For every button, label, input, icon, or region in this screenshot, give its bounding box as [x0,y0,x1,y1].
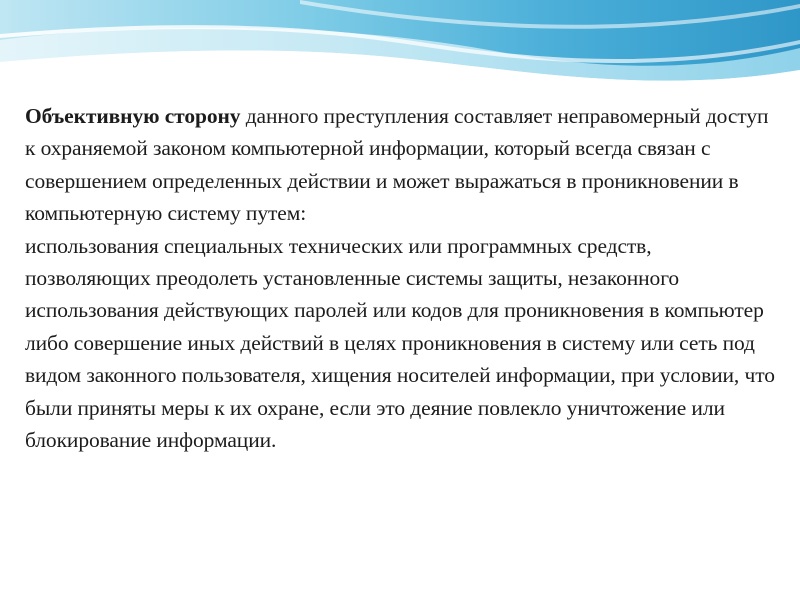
paragraph-objective-side [25,100,775,230]
paragraph-2-text: использования специальных технических или программных средств, позволяющих преодолеть установленные системы защиты, незаконного использования действующих паролей или кодов для проникновения в компьютер либо совершение иных действий в целях проникновения в систему или сеть под видом законного пользователя, хищения носителей информации, при условии, что были приняты меры к их охране, если это деяние повлекло уничтожение или блокирование информации. [25,233,775,453]
paragraph-1-text: данного преступления составляет неправомерный доступ к охраняемой законом компьютерной информации, который всегда связан с совершением определенных действии и может выражаться в проникновении в компьютерную систему путем: [25,104,769,226]
slide-body [25,100,775,456]
header-wave-decoration [0,0,800,95]
bold-lead-term: Объективную сторону [25,104,241,128]
paragraph-methods [25,230,775,457]
